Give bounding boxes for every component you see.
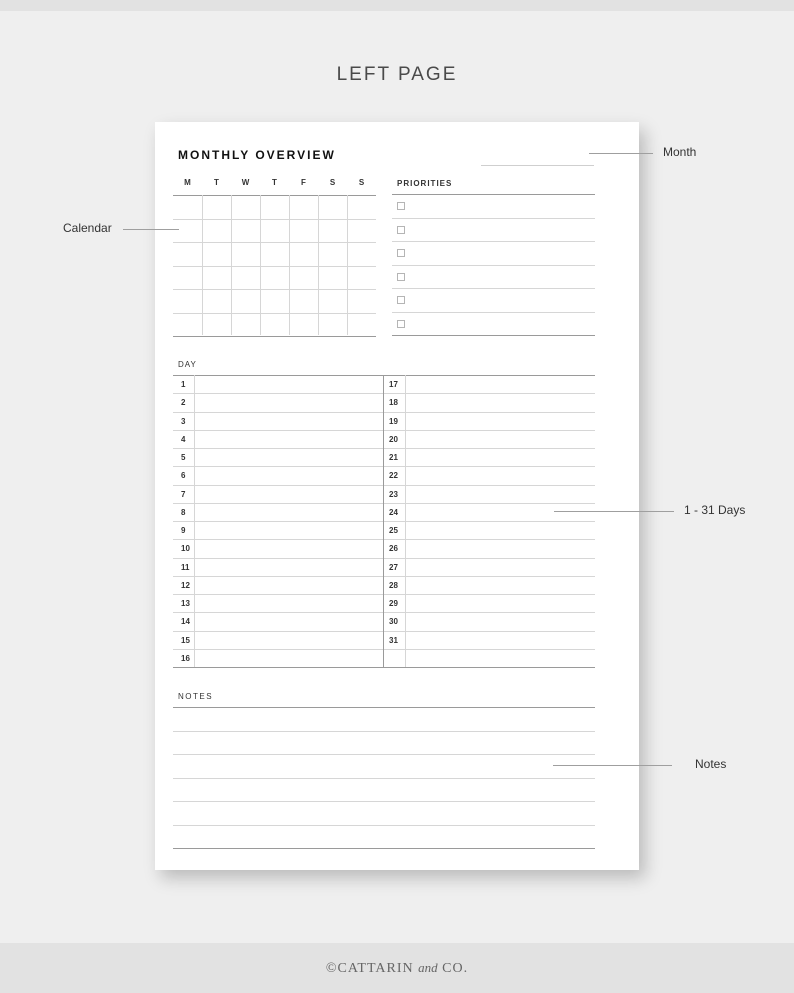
page-heading: LEFT PAGE — [336, 64, 458, 85]
day-number: 8 — [181, 507, 186, 517]
priority-line — [392, 312, 595, 313]
month-line — [481, 165, 594, 166]
day-row-line — [173, 503, 595, 504]
annotation-calendar: Calendar — [63, 221, 112, 235]
day-number: 14 — [181, 617, 190, 627]
brand-credit — [0, 960, 794, 977]
top-bar — [0, 0, 794, 11]
day-number: 19 — [389, 416, 398, 426]
day-number-divider — [194, 375, 195, 667]
day-number: 5 — [181, 453, 186, 462]
weekday-header: F — [301, 178, 306, 187]
brand-name: CATTARIN — [337, 961, 414, 976]
day-row-line — [173, 594, 595, 595]
day-row-line — [173, 485, 595, 486]
day-number: 29 — [389, 599, 398, 608]
day-number: 28 — [389, 580, 398, 590]
annotation-month: Month — [663, 145, 697, 159]
priority-checkbox — [397, 202, 405, 210]
notes-rule — [173, 707, 595, 708]
day-row-line — [173, 430, 595, 431]
day-list-rule — [173, 375, 595, 376]
calendar-line — [173, 313, 376, 314]
day-number: 1 — [181, 380, 186, 389]
priority-line — [392, 265, 595, 266]
notes-pointer — [553, 765, 672, 766]
priorities-rule — [392, 194, 595, 195]
copyright-symbol: © — [325, 961, 338, 976]
calendar-column-line — [260, 195, 261, 335]
weekday-header: S — [329, 178, 336, 187]
day-row-line — [173, 539, 595, 540]
weekday-header: T — [214, 178, 219, 187]
priority-line — [392, 288, 595, 289]
brand-suffix: CO. — [442, 961, 469, 976]
calendar-line — [173, 195, 376, 196]
notes-line — [173, 801, 595, 802]
calendar-column-line — [318, 195, 319, 335]
priority-checkbox — [397, 249, 405, 257]
day-row-line — [173, 631, 595, 632]
calendar-line — [173, 219, 376, 220]
annotation-days: 1 - 31 Days — [684, 503, 746, 517]
brand-and: and — [418, 960, 438, 975]
calendar-column-line — [347, 195, 348, 335]
priority-checkbox — [397, 273, 405, 281]
column-divider — [383, 375, 384, 667]
day-number: 27 — [389, 562, 398, 572]
notes-label: NOTES — [178, 692, 214, 701]
day-row-line — [173, 576, 595, 577]
weekday-header: S — [358, 178, 365, 187]
planner-sheet — [155, 122, 639, 870]
day-number: 4 — [181, 434, 186, 444]
days-pointer — [554, 511, 674, 512]
day-number: 12 — [181, 580, 190, 590]
day-row-line — [173, 448, 595, 449]
day-row-line — [173, 393, 595, 394]
day-row-line — [173, 412, 595, 413]
day-number: 31 — [389, 635, 398, 645]
day-row-line — [173, 649, 595, 650]
calendar-line — [173, 289, 376, 290]
calendar-column-line — [289, 195, 290, 335]
priority-line — [392, 241, 595, 242]
calendar-line — [173, 266, 376, 267]
day-number: 15 — [181, 635, 190, 645]
day-number: 6 — [181, 471, 186, 481]
day-number: 18 — [389, 398, 398, 408]
priorities-label: PRIORITIES — [397, 179, 453, 188]
weekday-header: M — [184, 178, 191, 187]
weekday-header: W — [241, 178, 250, 187]
notes-line — [173, 848, 595, 849]
day-number: 22 — [389, 471, 398, 481]
priority-line — [392, 335, 595, 336]
day-number: 21 — [389, 453, 398, 462]
calendar-pointer — [123, 229, 179, 230]
day-number: 3 — [181, 416, 186, 426]
notes-line — [173, 731, 595, 732]
calendar-line — [173, 336, 376, 337]
day-number-divider — [405, 375, 406, 667]
day-number: 17 — [389, 380, 398, 389]
calendar-line — [173, 242, 376, 243]
month-pointer — [589, 153, 653, 154]
day-label: DAY — [178, 360, 197, 369]
day-number: 25 — [389, 526, 398, 535]
notes-line — [173, 754, 595, 755]
weekday-header: T — [272, 178, 277, 187]
day-number: 26 — [389, 544, 398, 554]
notes-line — [173, 778, 595, 779]
day-number: 20 — [389, 434, 398, 444]
notes-line — [173, 825, 595, 826]
day-row-line — [173, 612, 595, 613]
day-number: 7 — [181, 489, 186, 499]
day-row-line — [173, 466, 595, 467]
day-row-line — [173, 558, 595, 559]
calendar-column-line — [231, 195, 232, 335]
priority-checkbox — [397, 226, 405, 234]
calendar-column-line — [202, 195, 203, 335]
footer — [0, 943, 794, 993]
day-number: 9 — [181, 526, 186, 535]
day-number: 23 — [389, 489, 398, 499]
priority-checkbox — [397, 296, 405, 304]
day-number: 24 — [389, 507, 398, 517]
priority-checkbox — [397, 320, 405, 328]
day-number: 16 — [181, 653, 190, 663]
day-number: 30 — [389, 617, 398, 627]
day-number: 2 — [181, 398, 186, 408]
day-number: 10 — [181, 544, 190, 554]
day-number: 13 — [181, 599, 190, 608]
day-row-line — [173, 521, 595, 522]
planner-title: MONTHLY OVERVIEW — [178, 148, 336, 162]
day-number: 11 — [181, 562, 190, 572]
priority-line — [392, 218, 595, 219]
day-row-line — [173, 667, 595, 668]
annotation-notes: Notes — [695, 757, 727, 771]
